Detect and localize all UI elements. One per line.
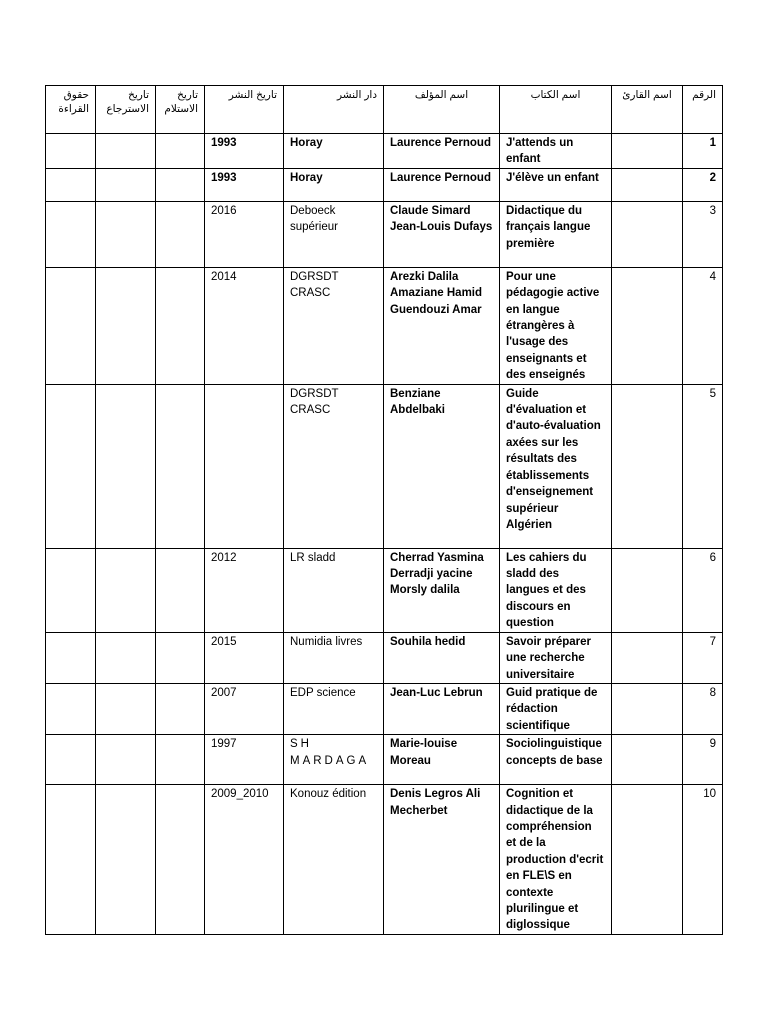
publisher-cell: LR sladd [284, 548, 384, 632]
publisher-cell: Horay [284, 134, 384, 169]
header-return-date: تاريخ الاسترجاع [96, 86, 156, 134]
header-reading-rights: حقوق القراءة [46, 86, 96, 134]
reader-name-cell [612, 785, 683, 935]
return-date-cell [96, 785, 156, 935]
author-cell: Jean-Luc Lebrun [384, 683, 500, 734]
author-cell: Laurence Pernoud [384, 134, 500, 169]
loan-date-cell [156, 632, 205, 683]
loan-date-cell [156, 267, 205, 384]
row-number-cell: 9 [683, 735, 723, 785]
book-title-cell: Sociolinguistique concepts de base [500, 735, 612, 785]
table-row [46, 683, 723, 734]
publisher-cell: SH MARDAGA [284, 735, 384, 785]
author-cell: Laurence Pernoud [384, 168, 500, 201]
loan-date-cell [156, 735, 205, 785]
table-row [46, 384, 723, 548]
header-reader-name: اسم القارئ [612, 86, 683, 134]
publication-date-cell: 2014 [205, 267, 284, 384]
loan-date-cell [156, 201, 205, 267]
reading-rights-cell [46, 632, 96, 683]
reading-rights-cell [46, 201, 96, 267]
header-loan-date: تاريخ الاستلام [156, 86, 205, 134]
publication-date-cell: 2009_2010 [205, 785, 284, 935]
return-date-cell [96, 548, 156, 632]
loan-date-cell [156, 683, 205, 734]
loan-date-cell [156, 384, 205, 548]
book-title-cell: Guid pratique de rédaction scientifique [500, 683, 612, 734]
return-date-cell [96, 632, 156, 683]
reader-name-cell [612, 683, 683, 734]
return-date-cell [96, 384, 156, 548]
return-date-cell [96, 201, 156, 267]
publisher-cell: Horay [284, 168, 384, 201]
reader-name-cell [612, 735, 683, 785]
reading-rights-cell [46, 683, 96, 734]
row-number-cell: 6 [683, 548, 723, 632]
row-number-cell: 2 [683, 168, 723, 201]
publication-date-cell: 1997 [205, 735, 284, 785]
row-number-cell: 8 [683, 683, 723, 734]
header-publication-date: تاريخ النشر [205, 86, 284, 134]
reader-name-cell [612, 134, 683, 169]
table-row [46, 134, 723, 169]
reader-name-cell [612, 548, 683, 632]
publication-date-cell: 1993 [205, 134, 284, 169]
header-author: اسم المؤلف [384, 86, 500, 134]
return-date-cell [96, 267, 156, 384]
return-date-cell [96, 735, 156, 785]
header-row [46, 86, 723, 134]
publication-date-cell: 2012 [205, 548, 284, 632]
reader-name-cell [612, 168, 683, 201]
table-row [46, 735, 723, 785]
reading-rights-cell [46, 267, 96, 384]
publication-date-cell: 2007 [205, 683, 284, 734]
loan-date-cell [156, 785, 205, 935]
author-cell: Benziane Abdelbaki [384, 384, 500, 548]
table-row [46, 548, 723, 632]
reading-rights-cell [46, 735, 96, 785]
publication-date-cell [205, 384, 284, 548]
reading-rights-cell [46, 384, 96, 548]
book-title-cell: Guide d'évaluation et d'auto-évaluation axées sur les résultats des établissements d'enseignement supérieur Algérien [500, 384, 612, 548]
reading-rights-cell [46, 785, 96, 935]
author-cell: Claude Simard Jean-Louis Dufays [384, 201, 500, 267]
book-title-cell: J'élève un enfant [500, 168, 612, 201]
book-title-cell: Didactique du français langue première [500, 201, 612, 267]
row-number-cell: 3 [683, 201, 723, 267]
author-cell: Denis Legros Ali Mecherbet [384, 785, 500, 935]
header-publisher: دار النشر [284, 86, 384, 134]
book-title-cell: Les cahiers du sladd des langues et des discours en question [500, 548, 612, 632]
table-row [46, 168, 723, 201]
row-number-cell: 4 [683, 267, 723, 384]
books-table [45, 85, 723, 935]
author-cell: Cherrad Yasmina Derradji yacine Morsly dalila [384, 548, 500, 632]
row-number-cell: 1 [683, 134, 723, 169]
table-row [46, 785, 723, 935]
book-title-cell: Pour une pédagogie active en langue étrangères à l'usage des enseignants et des enseignés [500, 267, 612, 384]
table-row [46, 267, 723, 384]
reading-rights-cell [46, 134, 96, 169]
publisher-cell: Konouz édition [284, 785, 384, 935]
publisher-cell: DGRSDT CRASC [284, 384, 384, 548]
row-number-cell: 10 [683, 785, 723, 935]
book-title-cell: Cognition et didactique de la compréhension et de la production d'ecrit en FLE\S en contexte plurilingue et diglossique [500, 785, 612, 935]
reading-rights-cell [46, 548, 96, 632]
row-number-cell: 7 [683, 632, 723, 683]
publication-date-cell: 2016 [205, 201, 284, 267]
author-cell: Arezki Dalila Amaziane Hamid Guendouzi Amar [384, 267, 500, 384]
return-date-cell [96, 168, 156, 201]
reader-name-cell [612, 384, 683, 548]
header-number: الرقم [683, 86, 723, 134]
publisher-cell: EDP science [284, 683, 384, 734]
book-title-cell: J'attends un enfant [500, 134, 612, 169]
book-title-cell: Savoir préparer une recherche universitaire [500, 632, 612, 683]
row-number-cell: 5 [683, 384, 723, 548]
publication-date-cell: 1993 [205, 168, 284, 201]
loan-date-cell [156, 548, 205, 632]
loan-date-cell [156, 134, 205, 169]
header-book-title: اسم الكتاب [500, 86, 612, 134]
table-row [46, 201, 723, 267]
reader-name-cell [612, 632, 683, 683]
publisher-cell: Deboeck supérieur [284, 201, 384, 267]
table-row [46, 632, 723, 683]
author-cell: Souhila hedid [384, 632, 500, 683]
reader-name-cell [612, 201, 683, 267]
return-date-cell [96, 134, 156, 169]
publisher-cell: Numidia livres [284, 632, 384, 683]
publisher-cell: DGRSDT CRASC [284, 267, 384, 384]
publication-date-cell: 2015 [205, 632, 284, 683]
reader-name-cell [612, 267, 683, 384]
author-cell: Marie-louise Moreau [384, 735, 500, 785]
return-date-cell [96, 683, 156, 734]
reading-rights-cell [46, 168, 96, 201]
loan-date-cell [156, 168, 205, 201]
